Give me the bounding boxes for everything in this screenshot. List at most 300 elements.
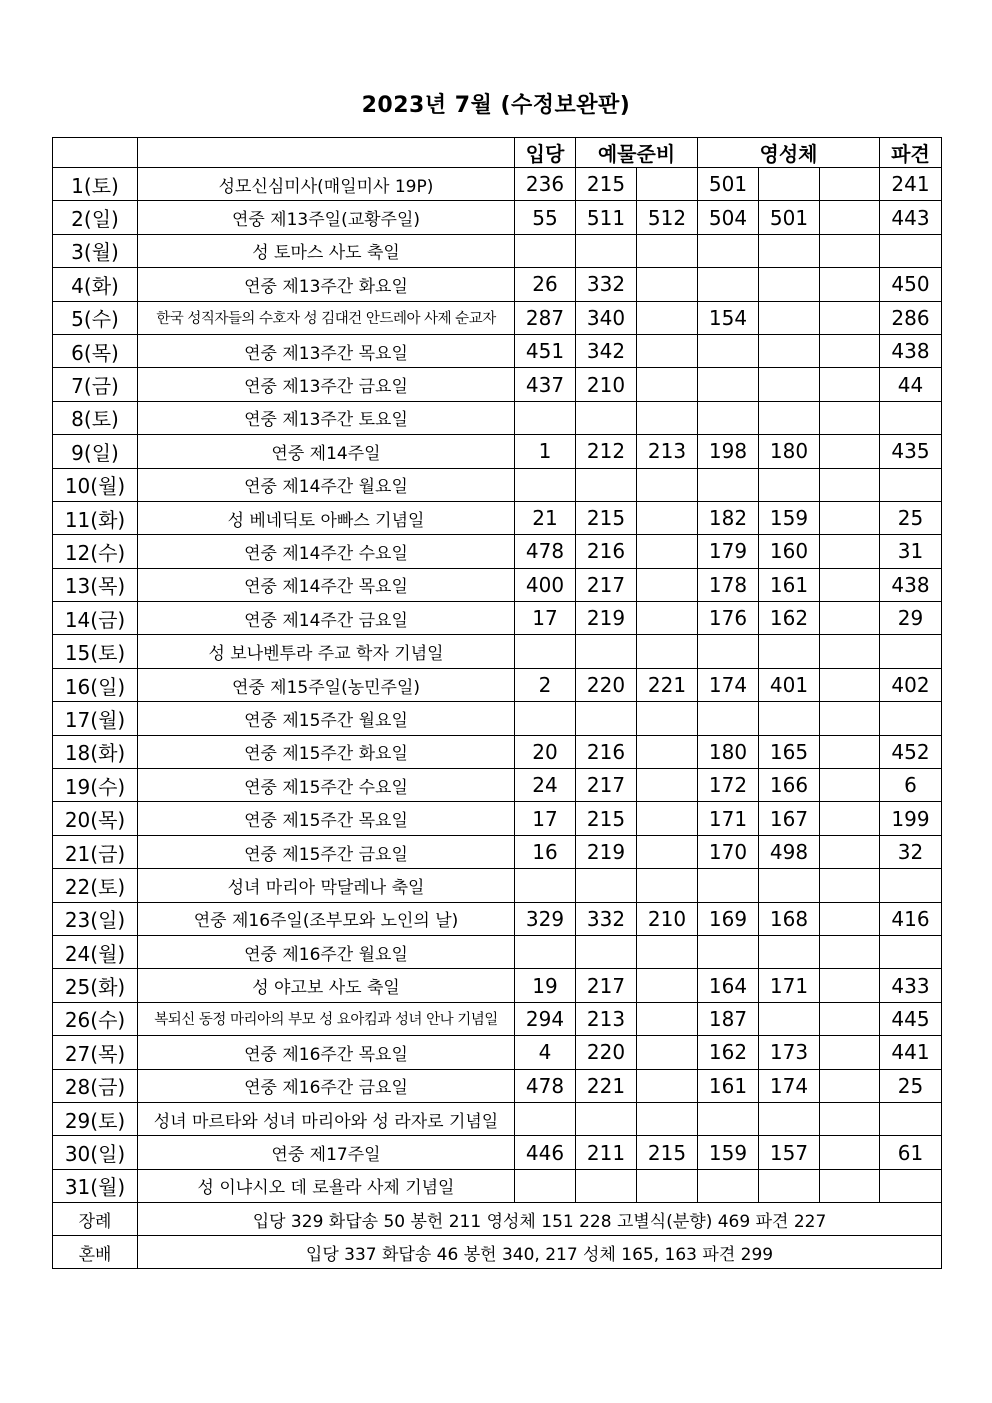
footer-text: 입당 329 화답송 50 봉헌 211 영성체 151 228 고별식(분향) 469 파견 227: [138, 1203, 942, 1236]
hymn-number-cell: 216: [576, 535, 637, 568]
hymn-number-cell: [515, 869, 576, 902]
hymn-number-cell: [637, 835, 698, 868]
celebration-name-cell: 연중 제14주간 월요일: [138, 468, 515, 501]
hymn-number-cell: [880, 234, 942, 267]
hymn-number-cell: [515, 234, 576, 267]
hymn-number-cell: 511: [576, 201, 637, 234]
table-row: [53, 668, 942, 701]
hymn-number-cell: [576, 1169, 637, 1202]
celebration-name-cell: 연중 제16주간 금요일: [138, 1069, 515, 1102]
table-row: [53, 201, 942, 234]
celebration-name-cell: 연중 제15주간 목요일: [138, 802, 515, 835]
hymn-number-cell: 498: [759, 835, 820, 868]
hymn-number-cell: 402: [880, 668, 942, 701]
table-row: [53, 535, 942, 568]
hymn-number-cell: [759, 1169, 820, 1202]
hymn-number-cell: [820, 468, 880, 501]
hymn-number-cell: 210: [637, 902, 698, 935]
hymn-number-cell: [637, 168, 698, 201]
table-row: [53, 902, 942, 935]
hymn-number-cell: 24: [515, 769, 576, 802]
hymn-number-cell: [698, 268, 759, 301]
hymn-number-cell: 451: [515, 334, 576, 367]
hymn-number-cell: 164: [698, 969, 759, 1002]
hymn-number-cell: [637, 501, 698, 534]
hymn-number-cell: [820, 334, 880, 367]
hymn-number-cell: 446: [515, 1136, 576, 1169]
hymn-number-cell: [880, 468, 942, 501]
hymn-number-cell: 210: [576, 368, 637, 401]
celebration-name-cell: 연중 제16주간 목요일: [138, 1036, 515, 1069]
hymn-number-cell: 220: [576, 1036, 637, 1069]
table-row: [53, 602, 942, 635]
celebration-name-cell: 성 토마스 사도 축일: [138, 234, 515, 267]
hymn-number-cell: 19: [515, 969, 576, 1002]
hymn-number-cell: [820, 1169, 880, 1202]
hymn-number-cell: [515, 1169, 576, 1202]
hymn-number-cell: [698, 334, 759, 367]
hymn-number-cell: [759, 702, 820, 735]
hymn-number-cell: 212: [576, 435, 637, 468]
hymn-number-cell: 162: [759, 602, 820, 635]
table-row: [53, 234, 942, 267]
hymn-number-cell: 55: [515, 201, 576, 234]
hymn-number-cell: [637, 802, 698, 835]
hymn-number-cell: [576, 401, 637, 434]
hymn-number-cell: 198: [698, 435, 759, 468]
hymn-number-cell: 401: [759, 668, 820, 701]
hymn-number-cell: [576, 1102, 637, 1135]
hymn-number-cell: 178: [698, 568, 759, 601]
hymn-number-cell: [880, 869, 942, 902]
hymn-number-cell: 61: [880, 1136, 942, 1169]
day-cell: 4(화): [53, 268, 138, 301]
hymn-number-cell: [637, 869, 698, 902]
hymn-number-cell: [820, 368, 880, 401]
hymn-number-cell: 17: [515, 602, 576, 635]
hymn-number-cell: [820, 702, 880, 735]
footer-text: 입당 337 화답송 46 봉헌 340, 217 성체 165, 163 파견 299: [138, 1236, 942, 1269]
header-day: [53, 138, 138, 168]
hymn-number-cell: [637, 735, 698, 768]
hymn-number-cell: [698, 368, 759, 401]
hymn-number-cell: 170: [698, 835, 759, 868]
hymn-number-cell: 171: [759, 969, 820, 1002]
hymn-number-cell: [576, 468, 637, 501]
hymn-number-cell: [820, 668, 880, 701]
day-cell: 28(금): [53, 1069, 138, 1102]
celebration-name-cell: 연중 제16주일(조부모와 노인의 날): [138, 902, 515, 935]
hymn-number-cell: [759, 1102, 820, 1135]
page-title: 2023년 7월 (수정보완판): [361, 93, 631, 118]
celebration-name-cell: 성녀 마르타와 성녀 마리아와 성 라자로 기념일: [138, 1102, 515, 1135]
celebration-name-cell: 연중 제13주간 토요일: [138, 401, 515, 434]
day-cell: 29(토): [53, 1102, 138, 1135]
hymn-number-cell: [576, 869, 637, 902]
hymn-number-cell: 438: [880, 568, 942, 601]
hymn-number-cell: [759, 401, 820, 434]
hymn-number-cell: 213: [637, 435, 698, 468]
hymn-number-cell: [759, 268, 820, 301]
hymn-number-cell: [637, 301, 698, 334]
hymn-number-cell: 168: [759, 902, 820, 935]
hymn-number-cell: 2: [515, 668, 576, 701]
hymn-number-cell: [880, 1102, 942, 1135]
table-row: [53, 802, 942, 835]
hymn-number-cell: [820, 1136, 880, 1169]
hymn-number-cell: [515, 935, 576, 968]
hymn-number-cell: 44: [880, 368, 942, 401]
day-cell: 12(수): [53, 535, 138, 568]
hymn-number-cell: [759, 468, 820, 501]
hymn-number-cell: [698, 1169, 759, 1202]
hymn-number-cell: 450: [880, 268, 942, 301]
day-cell: 20(목): [53, 802, 138, 835]
day-cell: 23(일): [53, 902, 138, 935]
hymn-number-cell: 16: [515, 835, 576, 868]
hymn-number-cell: 174: [698, 668, 759, 701]
hymn-number-cell: [698, 869, 759, 902]
footer-label: 장례: [53, 1203, 138, 1236]
hymn-number-cell: 187: [698, 1002, 759, 1035]
header-dismissal: 파견: [880, 138, 942, 168]
hymn-number-cell: 172: [698, 769, 759, 802]
celebration-name-cell: 연중 제13주간 화요일: [138, 268, 515, 301]
day-cell: 5(수): [53, 301, 138, 334]
hymn-number-cell: [576, 234, 637, 267]
table-row: [53, 568, 942, 601]
day-cell: 11(화): [53, 501, 138, 534]
celebration-name-cell: 연중 제13주간 금요일: [138, 368, 515, 401]
celebration-name-cell: 성 베네딕토 아빠스 기념일: [138, 501, 515, 534]
hymn-number-cell: 241: [880, 168, 942, 201]
hymn-number-cell: 342: [576, 334, 637, 367]
hymn-number-cell: 215: [576, 802, 637, 835]
hymn-number-cell: 29: [880, 602, 942, 635]
hymn-number-cell: 433: [880, 969, 942, 1002]
table-row: [53, 869, 942, 902]
header-name: [138, 138, 515, 168]
day-cell: 13(목): [53, 568, 138, 601]
hymn-number-cell: [820, 301, 880, 334]
hymn-number-cell: 167: [759, 802, 820, 835]
hymn-number-cell: [515, 401, 576, 434]
hymn-number-cell: [820, 869, 880, 902]
hymn-number-cell: [820, 168, 880, 201]
day-cell: 30(일): [53, 1136, 138, 1169]
table-row: [53, 1102, 942, 1135]
hymn-number-cell: 437: [515, 368, 576, 401]
hymn-number-cell: [820, 969, 880, 1002]
celebration-name-cell: 연중 제14주간 목요일: [138, 568, 515, 601]
hymn-number-cell: [637, 1102, 698, 1135]
hymn-number-cell: 6: [880, 769, 942, 802]
hymn-number-cell: 182: [698, 501, 759, 534]
hymn-number-cell: 161: [759, 568, 820, 601]
day-cell: 15(토): [53, 635, 138, 668]
table-row: [53, 702, 942, 735]
celebration-name-cell: 연중 제16주간 월요일: [138, 935, 515, 968]
hymn-number-cell: 400: [515, 568, 576, 601]
hymn-number-cell: 199: [880, 802, 942, 835]
hymn-number-cell: 478: [515, 1069, 576, 1102]
hymn-number-cell: 25: [880, 1069, 942, 1102]
table-row: [53, 1036, 942, 1069]
hymn-number-cell: 166: [759, 769, 820, 802]
table-row: [53, 268, 942, 301]
hymn-number-cell: [880, 702, 942, 735]
hymn-number-cell: 26: [515, 268, 576, 301]
table-row: [53, 368, 942, 401]
day-cell: 2(일): [53, 201, 138, 234]
hymn-number-cell: 154: [698, 301, 759, 334]
day-cell: 24(월): [53, 935, 138, 968]
celebration-name-cell: 연중 제13주간 목요일: [138, 334, 515, 367]
hymn-number-cell: [759, 635, 820, 668]
celebration-name-cell: 성 보나벤투라 주교 학자 기념일: [138, 635, 515, 668]
hymn-number-cell: 165: [759, 735, 820, 768]
hymn-number-cell: 215: [576, 168, 637, 201]
table-row: [53, 401, 942, 434]
hymn-number-cell: 504: [698, 201, 759, 234]
table-row: [53, 301, 942, 334]
hymn-number-cell: [820, 902, 880, 935]
footer-label: 혼배: [53, 1236, 138, 1269]
celebration-name-cell: 한국 성직자들의 수호자 성 김대건 안드레아 사제 순교자: [138, 301, 515, 334]
footer-row: [53, 1203, 942, 1236]
hymn-number-cell: 329: [515, 902, 576, 935]
celebration-name-cell: 연중 제14주간 금요일: [138, 602, 515, 635]
day-cell: 26(수): [53, 1002, 138, 1035]
hymn-number-cell: [698, 401, 759, 434]
hymn-number-cell: 217: [576, 568, 637, 601]
hymn-number-cell: [820, 234, 880, 267]
hymn-number-cell: [820, 501, 880, 534]
hymn-number-cell: [637, 702, 698, 735]
hymn-number-cell: [698, 1102, 759, 1135]
hymn-number-cell: 219: [576, 602, 637, 635]
hymn-number-cell: [637, 1002, 698, 1035]
celebration-name-cell: 연중 제15주간 월요일: [138, 702, 515, 735]
hymn-number-cell: 161: [698, 1069, 759, 1102]
day-cell: 17(월): [53, 702, 138, 735]
table-row: [53, 1069, 942, 1102]
hymn-number-cell: 416: [880, 902, 942, 935]
hymn-number-cell: [576, 702, 637, 735]
hymn-number-cell: 157: [759, 1136, 820, 1169]
hymn-number-cell: 180: [698, 735, 759, 768]
hymn-number-cell: [820, 1069, 880, 1102]
hymn-number-cell: [820, 635, 880, 668]
hymn-number-cell: [820, 935, 880, 968]
celebration-name-cell: 복되신 동정 마리아의 부모 성 요아킴과 성녀 안나 기념일: [138, 1002, 515, 1035]
hymn-number-cell: 159: [759, 501, 820, 534]
day-cell: 21(금): [53, 835, 138, 868]
hymn-number-cell: [759, 334, 820, 367]
hymn-number-cell: 211: [576, 1136, 637, 1169]
hymn-number-cell: [515, 1102, 576, 1135]
hymn-number-cell: 176: [698, 602, 759, 635]
hymn-number-cell: [880, 1169, 942, 1202]
hymn-number-cell: 340: [576, 301, 637, 334]
hymn-number-cell: [637, 468, 698, 501]
hymn-number-cell: 213: [576, 1002, 637, 1035]
celebration-name-cell: 성모신심미사(매일미사 19P): [138, 168, 515, 201]
hymn-number-cell: 501: [698, 168, 759, 201]
hymn-number-cell: [820, 802, 880, 835]
hymn-number-cell: [759, 301, 820, 334]
day-cell: 14(금): [53, 602, 138, 635]
hymn-number-cell: 169: [698, 902, 759, 935]
hymn-number-cell: [820, 835, 880, 868]
table-row: [53, 735, 942, 768]
day-cell: 6(목): [53, 334, 138, 367]
hymn-number-cell: [880, 401, 942, 434]
day-cell: 16(일): [53, 668, 138, 701]
hymn-number-cell: [820, 201, 880, 234]
table-row: [53, 1169, 942, 1202]
celebration-name-cell: 연중 제13주일(교황주일): [138, 201, 515, 234]
hymn-number-cell: 216: [576, 735, 637, 768]
hymn-number-cell: [637, 234, 698, 267]
celebration-name-cell: 성 이냐시오 데 로욜라 사제 기념일: [138, 1169, 515, 1202]
hymn-number-cell: [698, 935, 759, 968]
hymn-number-cell: [698, 234, 759, 267]
table-row: [53, 501, 942, 534]
day-cell: 27(목): [53, 1036, 138, 1069]
table-row: [53, 468, 942, 501]
day-cell: 31(월): [53, 1169, 138, 1202]
hymn-number-cell: 4: [515, 1036, 576, 1069]
hymn-number-cell: 286: [880, 301, 942, 334]
header-entrance: 입당: [515, 138, 576, 168]
hymn-number-cell: 220: [576, 668, 637, 701]
table-row: [53, 969, 942, 1002]
hymn-number-cell: 221: [576, 1069, 637, 1102]
hymn-number-cell: [759, 368, 820, 401]
celebration-name-cell: 성녀 마리아 막달레나 축일: [138, 869, 515, 902]
hymn-number-cell: 332: [576, 268, 637, 301]
hymn-number-cell: [759, 234, 820, 267]
hymn-number-cell: 160: [759, 535, 820, 568]
hymn-number-cell: 31: [880, 535, 942, 568]
hymn-number-cell: [759, 1002, 820, 1035]
hymn-number-cell: 287: [515, 301, 576, 334]
hymn-number-cell: 332: [576, 902, 637, 935]
hymn-number-cell: [698, 702, 759, 735]
celebration-name-cell: 연중 제15주일(농민주일): [138, 668, 515, 701]
hymn-number-cell: 179: [698, 535, 759, 568]
hymn-number-cell: [820, 435, 880, 468]
hymn-number-cell: [576, 935, 637, 968]
day-cell: 8(토): [53, 401, 138, 434]
table-row: [53, 435, 942, 468]
hymn-number-cell: [637, 401, 698, 434]
day-cell: 25(화): [53, 969, 138, 1002]
day-cell: 7(금): [53, 368, 138, 401]
hymn-number-cell: 452: [880, 735, 942, 768]
hymn-number-cell: 171: [698, 802, 759, 835]
hymn-number-cell: [820, 401, 880, 434]
hymn-number-cell: [637, 568, 698, 601]
hymn-number-cell: 512: [637, 201, 698, 234]
hymn-number-cell: 443: [880, 201, 942, 234]
hymn-number-cell: [637, 1169, 698, 1202]
hymn-number-cell: 438: [880, 334, 942, 367]
table-row: [53, 935, 942, 968]
hymn-number-cell: 478: [515, 535, 576, 568]
day-cell: 9(일): [53, 435, 138, 468]
hymn-number-cell: 173: [759, 1036, 820, 1069]
hymn-number-cell: 445: [880, 1002, 942, 1035]
hymn-number-cell: 21: [515, 501, 576, 534]
hymn-number-cell: [637, 935, 698, 968]
hymn-number-cell: 219: [576, 835, 637, 868]
day-cell: 3(월): [53, 234, 138, 267]
celebration-name-cell: 연중 제14주간 수요일: [138, 535, 515, 568]
hymn-number-cell: [576, 635, 637, 668]
hymn-number-cell: [820, 602, 880, 635]
hymn-number-cell: [698, 468, 759, 501]
hymn-number-cell: [820, 1102, 880, 1135]
schedule-table: [52, 137, 942, 1269]
celebration-name-cell: 연중 제15주간 화요일: [138, 735, 515, 768]
celebration-name-cell: 연중 제15주간 금요일: [138, 835, 515, 868]
celebration-name-cell: 연중 제17주일: [138, 1136, 515, 1169]
hymn-number-cell: 501: [759, 201, 820, 234]
hymn-number-cell: 25: [880, 501, 942, 534]
hymn-number-cell: [880, 635, 942, 668]
hymn-number-cell: 174: [759, 1069, 820, 1102]
hymn-number-cell: [637, 769, 698, 802]
celebration-name-cell: 연중 제15주간 수요일: [138, 769, 515, 802]
hymn-number-cell: 217: [576, 769, 637, 802]
table-row: [53, 769, 942, 802]
hymn-number-cell: [637, 368, 698, 401]
table-row: [53, 334, 942, 367]
hymn-number-cell: [820, 535, 880, 568]
hymn-number-cell: [515, 635, 576, 668]
hymn-number-cell: 221: [637, 668, 698, 701]
hymn-number-cell: 294: [515, 1002, 576, 1035]
day-cell: 10(월): [53, 468, 138, 501]
hymn-number-cell: 1: [515, 435, 576, 468]
hymn-number-cell: [637, 334, 698, 367]
hymn-number-cell: 217: [576, 969, 637, 1002]
hymn-number-cell: 20: [515, 735, 576, 768]
hymn-number-cell: 435: [880, 435, 942, 468]
day-cell: 18(화): [53, 735, 138, 768]
hymn-number-cell: [820, 735, 880, 768]
hymn-number-cell: [820, 769, 880, 802]
hymn-number-cell: [637, 1036, 698, 1069]
celebration-name-cell: 성 야고보 사도 축일: [138, 969, 515, 1002]
hymn-number-cell: [637, 969, 698, 1002]
table-row: [53, 1136, 942, 1169]
hymn-number-cell: [759, 168, 820, 201]
hymn-number-cell: 159: [698, 1136, 759, 1169]
day-cell: 22(토): [53, 869, 138, 902]
header-offertory: 예물준비: [576, 138, 698, 168]
hymn-number-cell: [820, 268, 880, 301]
hymn-number-cell: [637, 602, 698, 635]
hymn-number-cell: [698, 635, 759, 668]
hymn-number-cell: [637, 1069, 698, 1102]
hymn-number-cell: [637, 535, 698, 568]
hymn-number-cell: [820, 568, 880, 601]
day-cell: 1(토): [53, 168, 138, 201]
header-communion: 영성체: [698, 138, 880, 168]
